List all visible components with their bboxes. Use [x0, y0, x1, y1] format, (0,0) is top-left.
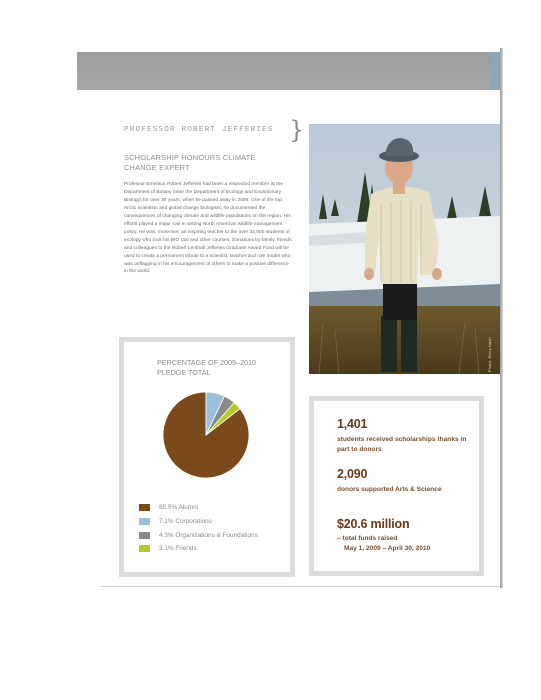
- stat-number-funds: $20.6 million: [337, 517, 410, 531]
- stat-desc-funds: – total funds raised: [337, 535, 398, 542]
- legend-swatch-organizations: [139, 532, 150, 539]
- legend-label-corporations: 7.1% Corporations: [159, 517, 212, 525]
- legend-label-organizations: 4.3% Organizations & Foundations: [159, 531, 258, 539]
- pie-chart: [161, 390, 251, 480]
- chart-legend: [139, 502, 289, 557]
- chart-title: PERCENTAGE OF 2009–2010 PLEDGE TOTAL: [157, 358, 256, 377]
- legend-label-alumni: 85.5% Alumni: [159, 504, 199, 511]
- stat-number-donors: 2,090: [337, 467, 368, 481]
- article-name-heading: PROFESSOR ROBERT JEFFERIES: [124, 126, 274, 134]
- photo-credit: Photo: Gerry Nash: [488, 337, 492, 372]
- stats-panel: [309, 396, 484, 576]
- pie-chart-panel: [119, 337, 295, 577]
- stat-desc-donors: donors supported Arts & Science: [337, 486, 442, 493]
- legend-item-organizations: [139, 530, 289, 543]
- article-subheading: SCHOLARSHIP HONOURS CLIMATE CHANGE EXPERT: [124, 153, 256, 172]
- portrait-photo: [309, 124, 500, 374]
- legend-swatch-alumni: [139, 504, 150, 511]
- legend-swatch-corporations: [139, 518, 150, 525]
- brace-ornament: }: [289, 116, 305, 144]
- legend-item-corporations: [139, 516, 289, 529]
- portrait-photo-drawing: [309, 124, 500, 374]
- legend-swatch-friends: [139, 545, 150, 552]
- page-bottom-rule: [100, 586, 500, 587]
- legend-item-friends: [139, 543, 289, 556]
- stat-desc-scholarships: students received scholarships thanks in part to donors: [337, 436, 467, 453]
- legend-item-alumni: [139, 502, 289, 515]
- header-band: [77, 52, 502, 90]
- article-body: Professor Emeritus Robert Jefferies had been a respected member at the Department of Botany (later the Department of Ecology and Evolutionary Biology) for over 30 years, when he passed away in 2009. One of the top Arctic scientists and global change biologists, he documented the consequences of changing climate and wildlife populations on the region. His efforts played a major role in setting North American wildlife management policy. He was, moreover, an inspiring teacher to the over 32,000 students of ecology who took his BIO 150 and other courses. Donations by family, friends and colleagues to the Robert Lenthall Jefferies Graduate Award Fund will be used to create a permanent tribute to a scientist, teacher and role model who was unflagging in his encouragement of others to make a positive difference in the world.: [124, 182, 292, 275]
- stat-number-scholarships: 1,401: [337, 417, 368, 431]
- page-edge: [500, 48, 503, 588]
- legend-label-friends: 3.1% Friends: [159, 545, 197, 553]
- stat-desc-funds-period: May 1, 2009 – April 30, 2010: [344, 545, 431, 552]
